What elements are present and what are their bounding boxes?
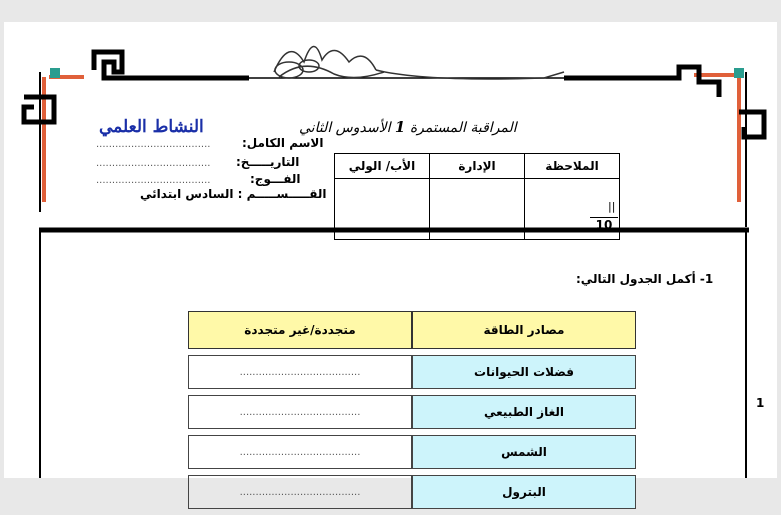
answer-field[interactable]: ......................................	[188, 435, 412, 469]
col-source-header: مصادر الطاقة	[412, 311, 636, 349]
source-cell: الغاز الطبيعي	[412, 395, 636, 429]
parent-signature-cell[interactable]	[335, 179, 430, 240]
note-header: الملاحظة	[525, 154, 620, 179]
name-field[interactable]: ....................................	[96, 139, 211, 150]
class-row	[140, 187, 327, 201]
energy-sources-table	[188, 305, 636, 515]
source-cell: فضلات الحيوانات	[412, 355, 636, 389]
answer-field[interactable]: ......................................	[188, 355, 412, 389]
class-value: السادس ابتدائي	[140, 187, 234, 201]
worksheet-page	[4, 22, 777, 499]
col-type-header: متجددة/غير متجددة	[188, 311, 412, 349]
admin-header: الإدارة	[430, 154, 525, 179]
subtitle-part2: الأسدوس الثاني	[299, 120, 391, 136]
subtitle-part1: المراقبة المستمرة	[409, 120, 517, 136]
group-label: الفـــوج:	[250, 172, 301, 186]
source-cell: البترول	[412, 475, 636, 509]
question-1-label: 1- أكمل الجدول التالي:	[576, 272, 714, 286]
group-field[interactable]: ....................................	[96, 175, 211, 186]
class-label: القـــــســـــم :	[237, 187, 327, 201]
parent-header: الأب/ الولي	[335, 154, 430, 179]
score-mark: ||	[608, 200, 616, 213]
page-title: النشاط العلمي	[99, 117, 204, 137]
subtitle-number: 1	[394, 118, 406, 136]
assessment-subtitle	[299, 118, 517, 136]
score-total: 10	[590, 217, 618, 232]
date-label: التاريـــــخ:	[236, 155, 300, 169]
date-field[interactable]: ....................................	[96, 158, 211, 169]
answer-field[interactable]: ......................................	[188, 475, 412, 509]
grade-table	[334, 153, 620, 240]
side-number: 1	[756, 396, 765, 410]
admin-signature-cell[interactable]	[430, 179, 525, 240]
note-cell	[525, 179, 620, 240]
name-label: الاسم الكامل:	[242, 136, 324, 150]
answer-field[interactable]: ......................................	[188, 395, 412, 429]
source-cell: الشمس	[412, 435, 636, 469]
